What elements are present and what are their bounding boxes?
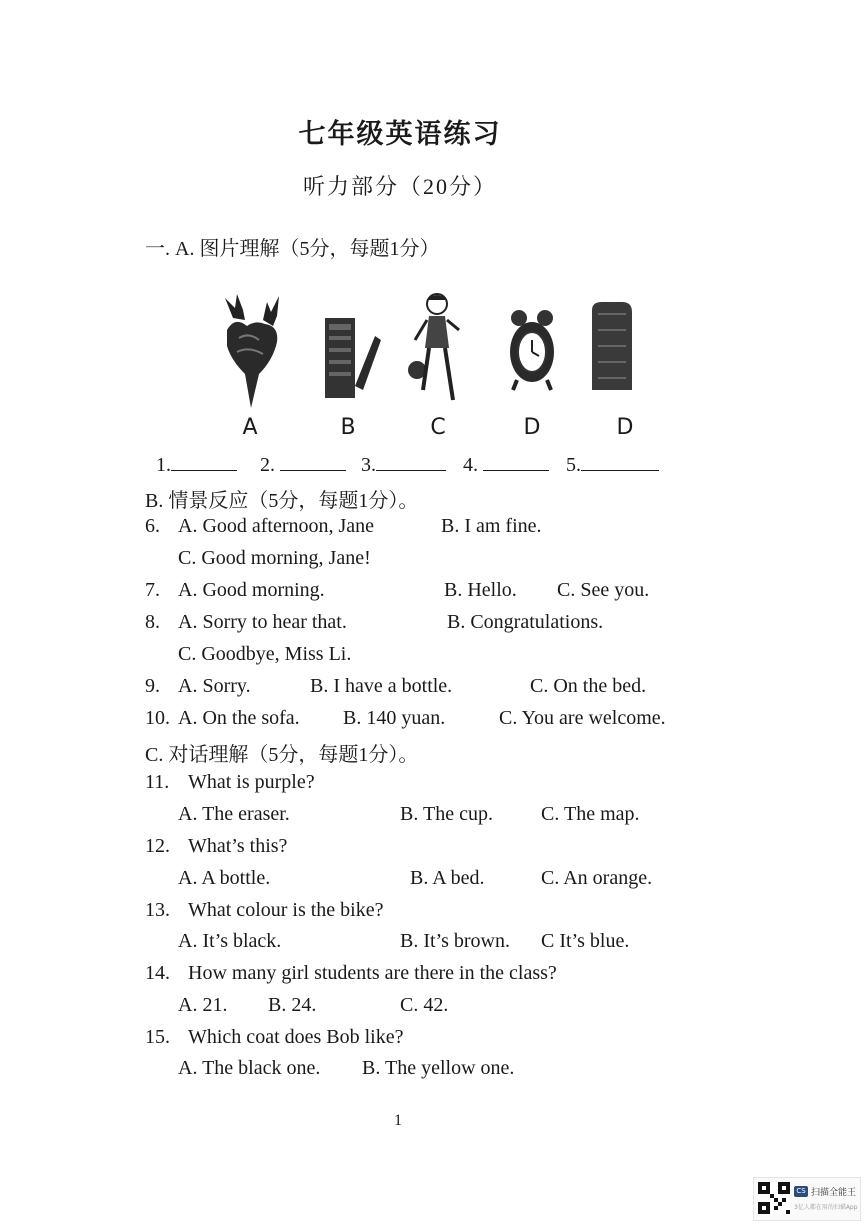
q13-option-a: A. It’s black. — [178, 930, 282, 952]
scanner-app-name: 扫描全能王 — [811, 1188, 857, 1198]
scanner-logo-icon: CS — [794, 1186, 808, 1197]
part-c-heading: C. 对话理解（5分，每题1分）。 — [145, 744, 419, 766]
picture-a — [215, 290, 285, 440]
blank-4[interactable] — [483, 452, 549, 471]
blank-1[interactable] — [171, 452, 237, 471]
blank-1-number: 1. — [156, 454, 171, 476]
picture-d — [497, 290, 567, 440]
q12-option-a: A. A bottle. — [178, 867, 271, 889]
q14-option-c: C. 42. — [400, 994, 449, 1016]
page-number: 1 — [394, 1112, 402, 1129]
picture-c — [403, 290, 473, 440]
q9-option-a: A. Sorry. — [178, 675, 251, 697]
q14-question: How many girl students are there in the class? — [188, 962, 557, 984]
book-and-pen-icon — [313, 290, 383, 410]
q15-number: 15. — [145, 1026, 170, 1048]
picture-label-d: D — [523, 415, 541, 440]
q11-question: What is purple? — [188, 771, 315, 793]
q8-option-a: A. Sorry to hear that. — [178, 611, 347, 633]
q10-option-a: A. On the sofa. — [178, 707, 300, 729]
q8-number: 8. — [145, 611, 160, 633]
q13-number: 13. — [145, 899, 170, 921]
q13-option-c: C It’s blue. — [541, 930, 630, 952]
q6-option-b: B. I am fine. — [441, 515, 542, 537]
q7-option-b: B. Hello. — [444, 579, 517, 601]
q8-option-c: C. Goodbye, Miss Li. — [178, 643, 352, 665]
part-a-heading: 一. A. 图片理解（5分，每题1分） — [145, 238, 440, 260]
q10-number: 10. — [145, 707, 170, 729]
blank-4-number: 4. — [463, 454, 478, 476]
q12-number: 12. — [145, 835, 170, 857]
page-title: 七年级英语练习 — [298, 119, 502, 149]
q7-option-a: A. Good morning. — [178, 579, 325, 601]
q7-option-c: C. See you. — [557, 579, 650, 601]
q9-option-c: C. On the bed. — [530, 675, 647, 697]
picture-b — [313, 290, 383, 440]
answer-blanks-row — [156, 452, 659, 477]
picture-label-c: C — [430, 415, 446, 440]
q7-number: 7. — [145, 579, 160, 601]
q8-option-b: B. Congratulations. — [447, 611, 604, 633]
q12-option-c: C. An orange. — [541, 867, 653, 889]
q15-option-b: B. The yellow one. — [362, 1057, 515, 1079]
q10-option-b: B. 140 yuan. — [343, 707, 446, 729]
q9-option-b: B. I have a bottle. — [310, 675, 453, 697]
picture-label-a: A — [242, 415, 258, 440]
q14-number: 14. — [145, 962, 170, 984]
q10-option-c: C. You are welcome. — [499, 707, 666, 729]
q6-number: 6. — [145, 515, 160, 537]
q11-option-a: A. The eraser. — [178, 803, 290, 825]
q12-option-b: B. A bed. — [410, 867, 485, 889]
section-subtitle: 听力部分（20分） — [302, 174, 497, 199]
scanner-tagline: 3亿人都在用的扫描App — [794, 1204, 858, 1211]
blank-3-number: 3. — [361, 454, 376, 476]
q12-question: What’s this? — [188, 835, 288, 857]
picture-label-e: D — [616, 415, 634, 440]
blank-5-number: 5. — [566, 454, 581, 476]
q6-option-c: C. Good morning, Jane! — [178, 547, 371, 569]
blank-5[interactable] — [581, 452, 659, 471]
bread-icon — [580, 290, 650, 410]
q11-option-c: C. The map. — [541, 803, 640, 825]
clock-icon — [497, 290, 567, 410]
blank-2[interactable] — [280, 452, 346, 471]
q13-question: What colour is the bike? — [188, 899, 384, 921]
blank-3[interactable] — [376, 452, 446, 471]
picture-label-b: B — [340, 415, 356, 440]
q13-option-b: B. It’s brown. — [400, 930, 510, 952]
picture-row — [205, 290, 665, 440]
rooster-icon — [215, 290, 285, 410]
boy-with-ball-icon — [403, 290, 473, 410]
picture-e — [580, 290, 650, 440]
scanner-watermark — [753, 1177, 861, 1221]
q6-option-a: A. Good afternoon, Jane — [178, 515, 375, 537]
blank-2-number: 2. — [260, 454, 275, 476]
q15-question: Which coat does Bob like? — [188, 1026, 404, 1048]
q14-option-b: B. 24. — [268, 994, 317, 1016]
q15-option-a: A. The black one. — [178, 1057, 321, 1079]
q14-option-a: A. 21. — [178, 994, 228, 1016]
q11-option-b: B. The cup. — [400, 803, 493, 825]
part-b-heading: B. 情景反应（5分，每题1分）。 — [145, 490, 419, 512]
q11-number: 11. — [145, 771, 170, 793]
q9-number: 9. — [145, 675, 160, 697]
qr-code-icon — [758, 1182, 790, 1214]
